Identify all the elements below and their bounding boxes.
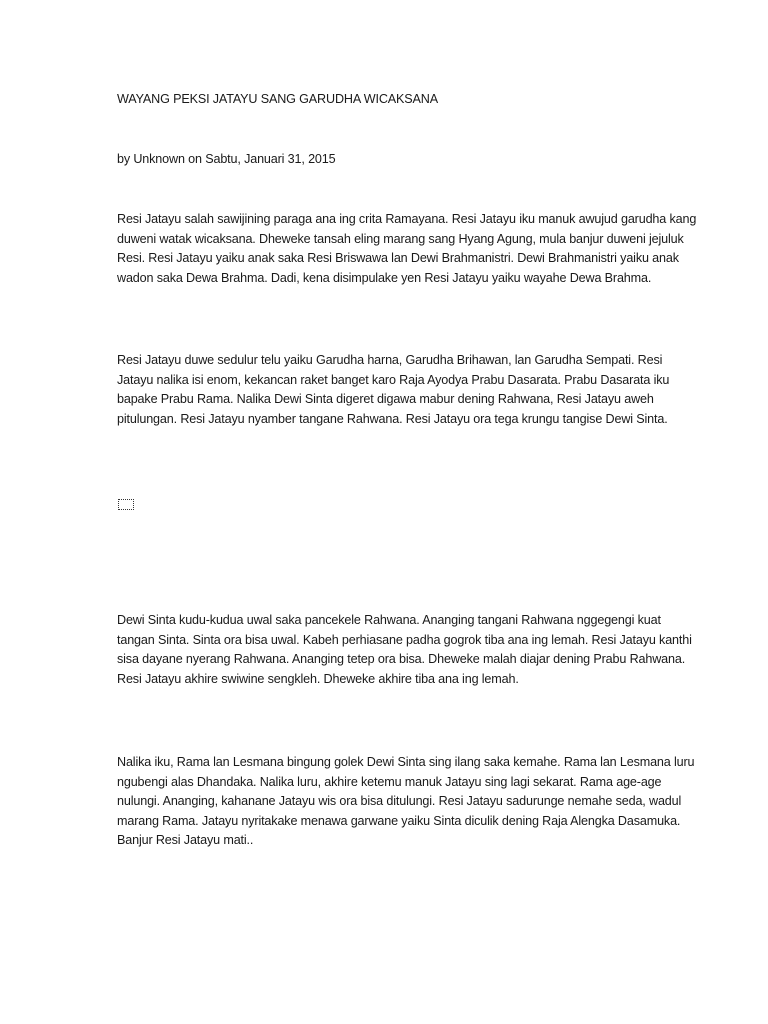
document-title bbox=[117, 90, 438, 110]
title-text: WAYANG PEKSI JATAYU SANG GARUDHA WICAKSANA bbox=[117, 92, 438, 106]
text-line: sisa dayane nyerang Rahwana. Ananging tetep ora bisa. Dheweke malah diajar dening Prabu Rahwana. bbox=[117, 652, 686, 667]
text-line: tangan Sinta. Sinta ora bisa uwal. Kabeh perhiasane padha gogrok tiba ana ing lemah. Resi Jatayu kanthi bbox=[117, 632, 692, 647]
byline-text: by Unknown on Sabtu, Januari 31, 2015 bbox=[117, 152, 336, 166]
text-line: Banjur Resi Jatayu mati.. bbox=[117, 833, 254, 848]
text-line: bapake Prabu Rama. Nalika Dewi Sinta digeret digawa mabur dening Rahwana, Resi Jatayu aweh bbox=[117, 392, 654, 407]
paragraph-1 bbox=[117, 210, 696, 288]
text-line: Dewi Sinta kudu-kudua uwal saka pancekele Rahwana. Ananging tangani Rahwana nggegengi kuat bbox=[117, 613, 661, 627]
text-line: ngubengi alas Dhandaka. Nalika luru, akhire ketemu manuk Jatayu sing lagi sekarat. Rama age-age bbox=[117, 774, 662, 789]
text-line: Resi Jatayu akhire swiwine sengkleh. Dheweke akhire tiba ana ing lemah. bbox=[117, 671, 519, 686]
text-line: pitulungan. Resi Jatayu nyamber tangane Rahwana. Resi Jatayu ora tega krungu tangise Dewi Sinta. bbox=[117, 411, 668, 426]
paragraph-3 bbox=[117, 611, 692, 689]
text-line: Resi Jatayu duwe sedulur telu yaiku Garudha harna, Garudha Brihawan, lan Garudha Sempati. Resi bbox=[117, 353, 663, 367]
text-line: Resi Jatayu salah sawijining paraga ana ing crita Ramayana. Resi Jatayu iku manuk awujud garudha kang bbox=[117, 212, 697, 226]
byline bbox=[117, 150, 336, 170]
text-line: Resi. Resi Jatayu yaiku anak saka Resi Briswawa lan Dewi Brahmanistri. Dewi Brahmanistri yaiku anak bbox=[117, 251, 679, 266]
text-line: Nalika iku, Rama lan Lesmana bingung golek Dewi Sinta sing ilang saka kemahe. Rama lan Lesmana luru bbox=[117, 755, 695, 769]
missing-glyph-icon bbox=[118, 499, 134, 510]
text-line: marang Rama. Jatayu nyritakake menawa garwane yaiku Sinta diculik dening Raja Alengka Dasamuka. bbox=[117, 813, 681, 828]
text-line: duweni watak wicaksana. Dheweke tansah eling marang sang Hyang Agung, mula banjur duweni jejuluk bbox=[117, 231, 684, 246]
paragraph-2 bbox=[117, 351, 669, 429]
text-line: wadon saka Dewa Brahma. Dadi, kena disimpulake yen Resi Jatayu yaiku wayahe Dewa Brahma. bbox=[117, 270, 652, 285]
paragraph-4 bbox=[117, 753, 694, 851]
text-line: nulungi. Ananging, kahanane Jatayu wis ora bisa ditulungi. Resi Jatayu sadurunge nemahe seda, wadul bbox=[117, 794, 682, 809]
text-line: Jatayu nalika isi enom, kekancan raket banget karo Raja Ayodya Prabu Dasarata. Prabu Dasarata iku bbox=[117, 372, 670, 387]
